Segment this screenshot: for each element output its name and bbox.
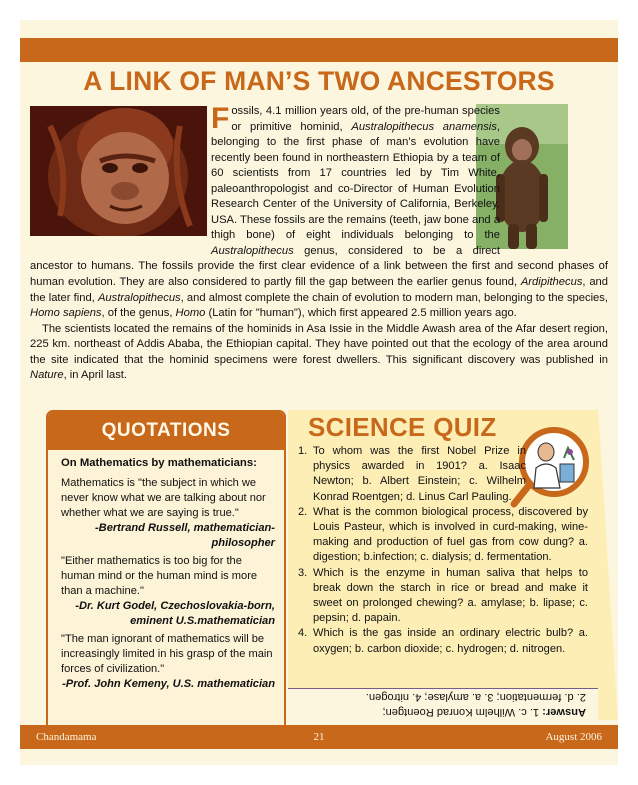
quote-text: Mathematics is "the subject in which we never know what we are talking about nor whether what we are saying is true."	[61, 477, 266, 519]
quiz-question-list	[298, 444, 588, 657]
italic-term: Australopithecus anamensis	[351, 120, 497, 133]
article-paragraph-2	[30, 322, 608, 384]
text-run: ossils, 4.1 million years old, of the pre-human species or primitive hominid,	[231, 105, 500, 133]
italic-term: Nature	[30, 369, 64, 382]
text-run: , and almost complete the chain of evolution to modern man, belonging to the species,	[180, 291, 608, 304]
quote-author: -Prof. John Kemeny, U.S. mathematician	[62, 678, 275, 690]
answer-label: Answer:	[542, 706, 586, 718]
quotations-header: QUOTATIONS	[48, 412, 284, 450]
text-run: genus, considered to be a direct ancestor to humans. The fossils provide the first clear evidence of a link between the first and second phases of human evolution. They are also considered to partly fill the gap between the earlier genus found,	[30, 244, 608, 289]
quiz-title: SCIENCE QUIZ	[308, 412, 497, 442]
quiz-question: 1. To whom was the first Nobel Prize in physics awarded in 1901? a. Isaac Newton; b. Albert Einstein; c. Wilhelm Konrad Roentgen; d. Linus Carl Pauling.	[298, 445, 526, 503]
quiz-question: 3. Which is the enzyme in human saliva that helps to break down the starch in rice or bread and make it sweet on prolonged chewing? a. amylase; b. lipase; c. pepsin; d. papain.	[298, 566, 588, 625]
drop-cap: F	[211, 102, 230, 135]
top-color-band	[20, 38, 618, 62]
text-run: , and the later find,	[30, 276, 608, 304]
left-photo-spacer	[30, 104, 211, 249]
right-photo-spacer	[500, 104, 608, 254]
answer-line-1: 1. c. Wilhelm Konrad Roentgen;	[382, 706, 543, 718]
article-body	[30, 104, 608, 384]
answer-text	[288, 689, 598, 723]
page-number: 21	[313, 731, 325, 743]
text-run: (Latin for "human"), which first appeared 2.5 million years ago.	[205, 307, 517, 320]
quote-author: -Bertrand Russell, mathematician-philosopher	[94, 522, 275, 549]
quiz-question: 2. What is the common biological process, discovered by Louis Pasteur, which is involved in curd-making, wine-making and production of fuel gas from cow dung? a. digestion; b.infection; c. dialysis; d. fermentation.	[298, 505, 588, 564]
quotations-heading: On Mathematics by mathematicians:	[61, 457, 257, 469]
italic-term: Homo	[175, 307, 206, 320]
text-run: , in April last.	[63, 369, 128, 382]
quote-text: "Either mathematics is too big for the human mind or the human mind is more than a machine."	[61, 555, 258, 597]
issue-date: August 2006	[545, 731, 602, 743]
footer-band	[20, 725, 618, 749]
upside-down-answer-box	[288, 688, 598, 730]
magazine-page	[20, 20, 618, 765]
text-run: The scientists located the remains of the hominids in Asa Issie in the Middle Awash area of the Afar desert region, 225 km. northeast of Addis Ababa, the Ethiopian capital. They have pointed out that the ecology of the area around the site indicated that the hominid specimens were forest dwellers. This significant discovery was published in	[30, 322, 608, 366]
italic-term: Ardipithecus	[520, 276, 583, 289]
quiz-question: 4. Which is the gas inside an ordinary electric bulb? a. oxygen; b. carbon dioxide; c. hydrogen; d. nitrogen.	[298, 627, 588, 655]
article-title: A LINK OF MAN’S TWO ANCESTORS	[83, 66, 555, 96]
italic-term: Homo sapiens	[30, 307, 102, 320]
italic-term: Australopithecus	[97, 291, 181, 304]
answer-line-2: 2. d. fermentation; 3. a. amylase; 4. nitrogen.	[365, 691, 586, 703]
text-run: , belonging to the first phase of man’s evolution have recently been found in northeastern Ethiopia by a team of 60 scientists from 17 countries led by Tim White, paleoanthropologist and co-Director of Human Evolution Research Center of the University of California, Berkeley, USA. These fossils are the remains (teeth, jaw bone and a thigh bone) of eight individuals belonging to the	[211, 120, 500, 242]
quote-text: "The man ignorant of mathematics will be increasingly limited in his grasp of the main forces of civilization."	[61, 633, 273, 675]
quotations-box	[46, 410, 286, 738]
quote-author: -Dr. Kurt Godel, Czechoslovakia-born, eminent U.S.mathematician	[75, 600, 275, 627]
publication-name: Chandamama	[36, 731, 97, 743]
text-run: , of the genus,	[101, 307, 176, 320]
italic-term: Australopithecus	[211, 244, 294, 257]
quotations-body	[48, 450, 284, 692]
